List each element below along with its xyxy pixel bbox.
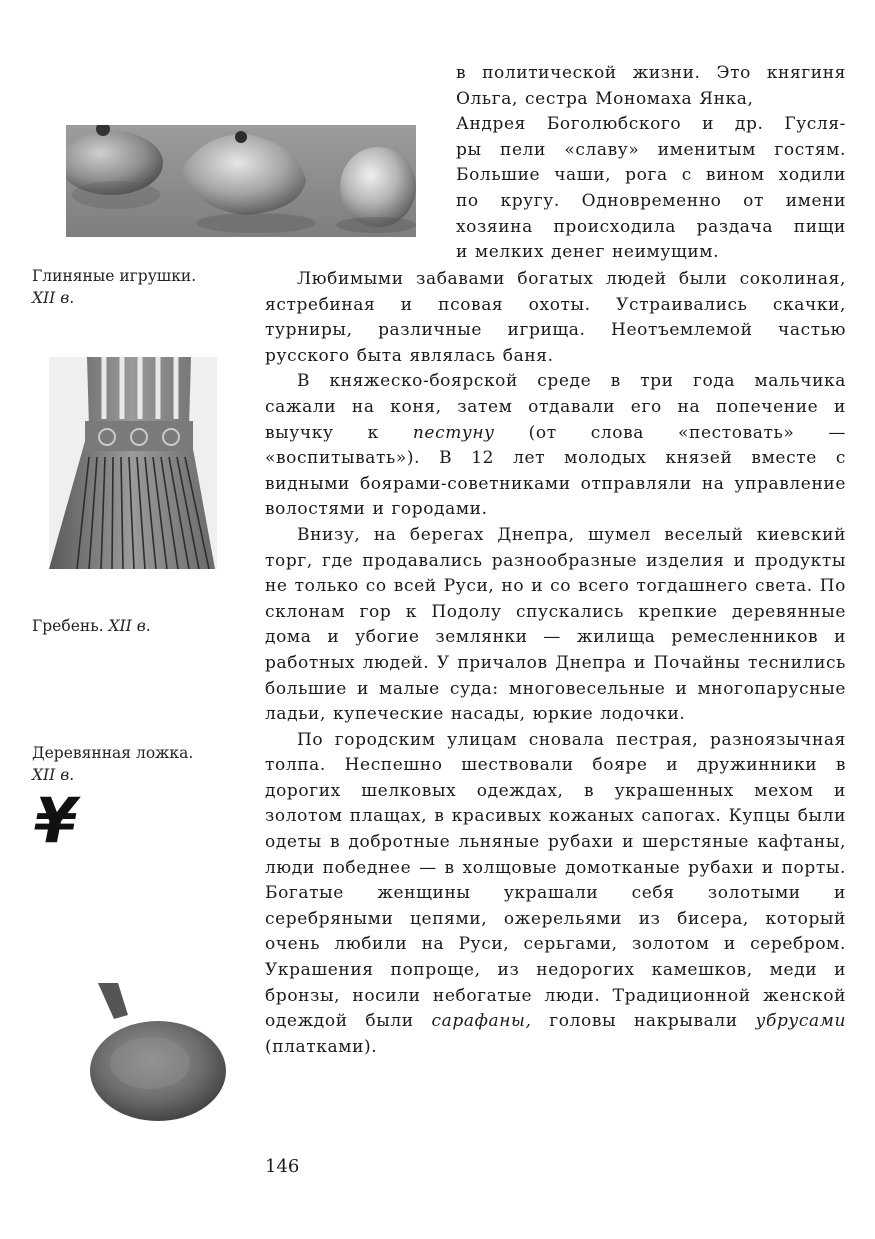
text-top-block: [456, 61, 846, 266]
term-sarafany: сарафаны,: [431, 1011, 532, 1032]
main-text-column: [265, 267, 846, 1060]
caption-spoon: [32, 742, 193, 786]
text-line: по кругу. Одновременно от имени: [456, 190, 846, 211]
caption-clay-toys: [32, 265, 196, 309]
yen-glyph: ¥: [34, 784, 78, 857]
paragraph-clothing: [265, 728, 846, 1061]
paragraph-market: Внизу, на берегах Днепра, шумел веселый киевский торг, где продавались разнообразные изделия и продукты не только со всей Руси, но и со всего тогдашнего света. По склонам гор к Подолу спускались крепкие деревянные дома и убогие землянки — жилища ремесленников и работных людей. У причалов Днепра и Почайны теснились большие и малые суда: многовесельные и многопарусные ладьи, купеческие насады, юркие лодочки.: [265, 524, 846, 725]
caption-spoon-century: XII в.: [32, 766, 75, 784]
text-line: ры пели «славу» именитым гостям.: [456, 139, 846, 160]
caption-comb-title: Гребень.: [32, 617, 104, 635]
text-line: Большие чаши, рога с вином ходили: [456, 165, 846, 186]
paragraph-clothing-part-c: (платками).: [265, 1036, 378, 1057]
caption-clay-toys-century: XII в.: [32, 289, 75, 307]
spoon-image: [90, 983, 230, 1123]
caption-comb: [32, 615, 151, 637]
term-pestun: пестуну: [412, 422, 495, 443]
clay-toys-image: [66, 125, 416, 237]
caption-clay-toys-title: Глиняные игрушки.: [32, 267, 197, 285]
caption-spoon-title: Деревянная ложка.: [32, 744, 194, 762]
comb-image: [49, 357, 217, 569]
paragraph-upbringing-part-a: В княжеско-боярской среде в три года мальчика сажали на коня, затем отдавали его на попечение и выучку к: [265, 371, 846, 443]
text-line: хозяина происходила раздача пищи: [456, 216, 846, 237]
text-line: Ольга, сестра Мономаха Янка,: [456, 88, 754, 109]
caption-comb-century: XII в.: [108, 617, 151, 635]
term-ubrusy: убрусами: [755, 1011, 846, 1032]
text-line: в политической жизни. Это княгиня: [456, 63, 846, 83]
text-line: Андрея Боголюбского и др. Гусля-: [456, 114, 846, 135]
paragraph-hunting: Любимыми забавами богатых людей были соколиная, ястребиная и псовая охоты. Устраивались скачки, турниры, различные игрища. Неотъемлемой частью русского быта являлась баня.: [265, 269, 846, 366]
paragraph-clothing-part-a: По городским улицам сновала пестрая, разноязычная толпа. Неспешно шествовали бояре и дружинники в дорогих шелковых одеждах, в украшенных мехом и золотом плащах, в красивых кожаных сапогах. Купцы были одеты в добротные льняные рубахи и шерстяные кафтаны, люди победнее — в холщовые домотканые рубахи и порты. Богатые женщины украшали себя золотыми и серебряными цепями, ожерельями из бисера, который очень любили на Руси, серьгами, золотом и серебром. Украшения попроще, из недорогих камешков, меди и бронзы, носили небогатые люди. Традиционной женской одеждой были: [265, 729, 846, 1032]
paragraph-upbringing: [265, 369, 846, 523]
comb-photo: [49, 357, 217, 569]
page-number: 146: [265, 1156, 300, 1177]
clay-toys-photo: [66, 125, 416, 237]
spoon-photo: [90, 983, 230, 1123]
paragraph-clothing-part-b: головы накрывали: [549, 1011, 738, 1032]
paragraph-upbringing-part-b: (от слова «пестовать» — «воспитывать»). В 12 лет молодых князей вместе с видными боярами-советниками отправляли на управление волостями и городами.: [265, 422, 846, 520]
text-line: и мелких денег неимущим.: [456, 242, 720, 263]
